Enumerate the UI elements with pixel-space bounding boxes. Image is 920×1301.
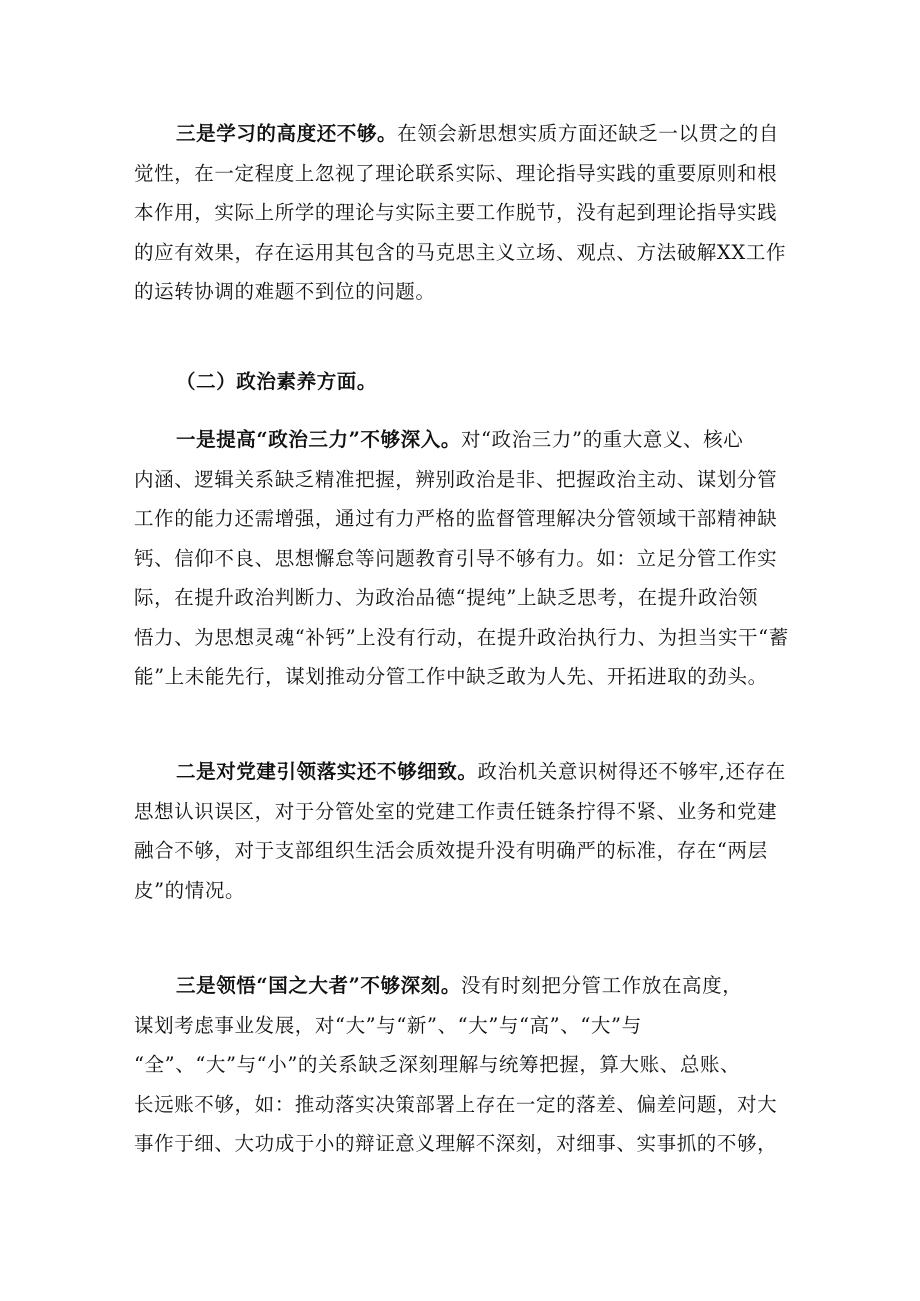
paragraph-line: 的运转协调的难题不到位的问题。 — [134, 280, 436, 303]
paragraph-line: 工作的能力还需增强，通过有力严格的监督管理解决分管领域干部精神缺 — [134, 507, 778, 530]
paragraph-text: 在领会新思想实质方面还缺乏一以贯之的自 — [397, 122, 780, 145]
paragraph-line: 钙、信仰不良、思想懈怠等问题教育引导不够有力。如：立足分管工作实 — [134, 546, 778, 570]
paragraph-lead: 三是学习的高度还不够。 — [176, 122, 398, 145]
paragraph-line: 际，在提升政治判断力、为政治品德“提纯”上缺乏思考，在提升政治领 — [134, 586, 759, 609]
paragraph-lead: 一是提高“政治三力”不够深入。 — [176, 428, 461, 451]
paragraph-line: 融合不够，对于支部组织生活会质效提升没有明确严的标准，存在“两层 — [134, 839, 768, 862]
paragraph-party-building — [134, 752, 789, 910]
section-heading: （二）政治素养方面。 — [176, 370, 378, 393]
paragraph-political-ability — [134, 420, 789, 697]
paragraph-line: 谋划考虑事业发展，对“大”与“新”、“大”与“高”、“大”与 — [134, 1013, 642, 1037]
paragraph-line: 的应有效果，存在运用其包含的马克思主义立场、观点、方法破解XX工作 — [134, 240, 787, 264]
paragraph-line: 皮”的情况。 — [134, 878, 246, 902]
paragraph-line: 长远账不够，如：推动落实决策部署上存在一定的落差、偏差问题，对大 — [134, 1092, 778, 1116]
paragraph-text: 对“政治三力”的重大意义、核心 — [460, 428, 744, 451]
paragraph-text: 没有时刻把分管工作放在高度， — [460, 974, 743, 997]
paragraph-line — [134, 420, 789, 460]
paragraph-lead: 三是领悟“国之大者”不够深刻。 — [176, 974, 461, 997]
paragraph-line: 能”上未能先行，谋划推动分管工作中缺乏敢为人先、开拓进取的劲头。 — [134, 665, 768, 688]
paragraph-text: 政治机关意识树得还不够牢,还存在 — [477, 760, 786, 783]
paragraph-line: 思想认识误区，对于分管处室的党建工作责任链条拧得不紧、业务和党建 — [134, 799, 778, 823]
paragraph-line: 内涵、逻辑关系缺乏精准把握，辨别政治是非、把握政治主动、谋划分管 — [134, 467, 778, 491]
paragraph-line: “全”、“大”与“小”的关系缺乏深刻理解与统筹把握，算大账、总账、 — [134, 1053, 741, 1076]
paragraph-line — [134, 114, 789, 154]
paragraph-line — [134, 752, 789, 792]
paragraph-line — [134, 966, 789, 1006]
paragraph-study-height — [134, 114, 789, 312]
paragraph-line: 觉性，在一定程度上忽视了理论联系实际、理论指导实践的重要原则和根 — [134, 161, 778, 185]
paragraph-line: 悟力、为思想灵魂“补钙”上没有行动，在提升政治执行力、为担当实干“蓄 — [134, 625, 789, 649]
paragraph-lead: 二是对党建引领落实还不够细致。 — [176, 760, 478, 783]
paragraph-line: 事作于细、大功成于小的辩证意义理解不深刻，对细事、实事抓的不够， — [134, 1132, 778, 1155]
paragraph-line: 本作用，实际上所学的理论与实际主要工作脱节，没有起到理论指导实践 — [134, 201, 778, 224]
paragraph-national-priorities — [134, 966, 789, 1164]
